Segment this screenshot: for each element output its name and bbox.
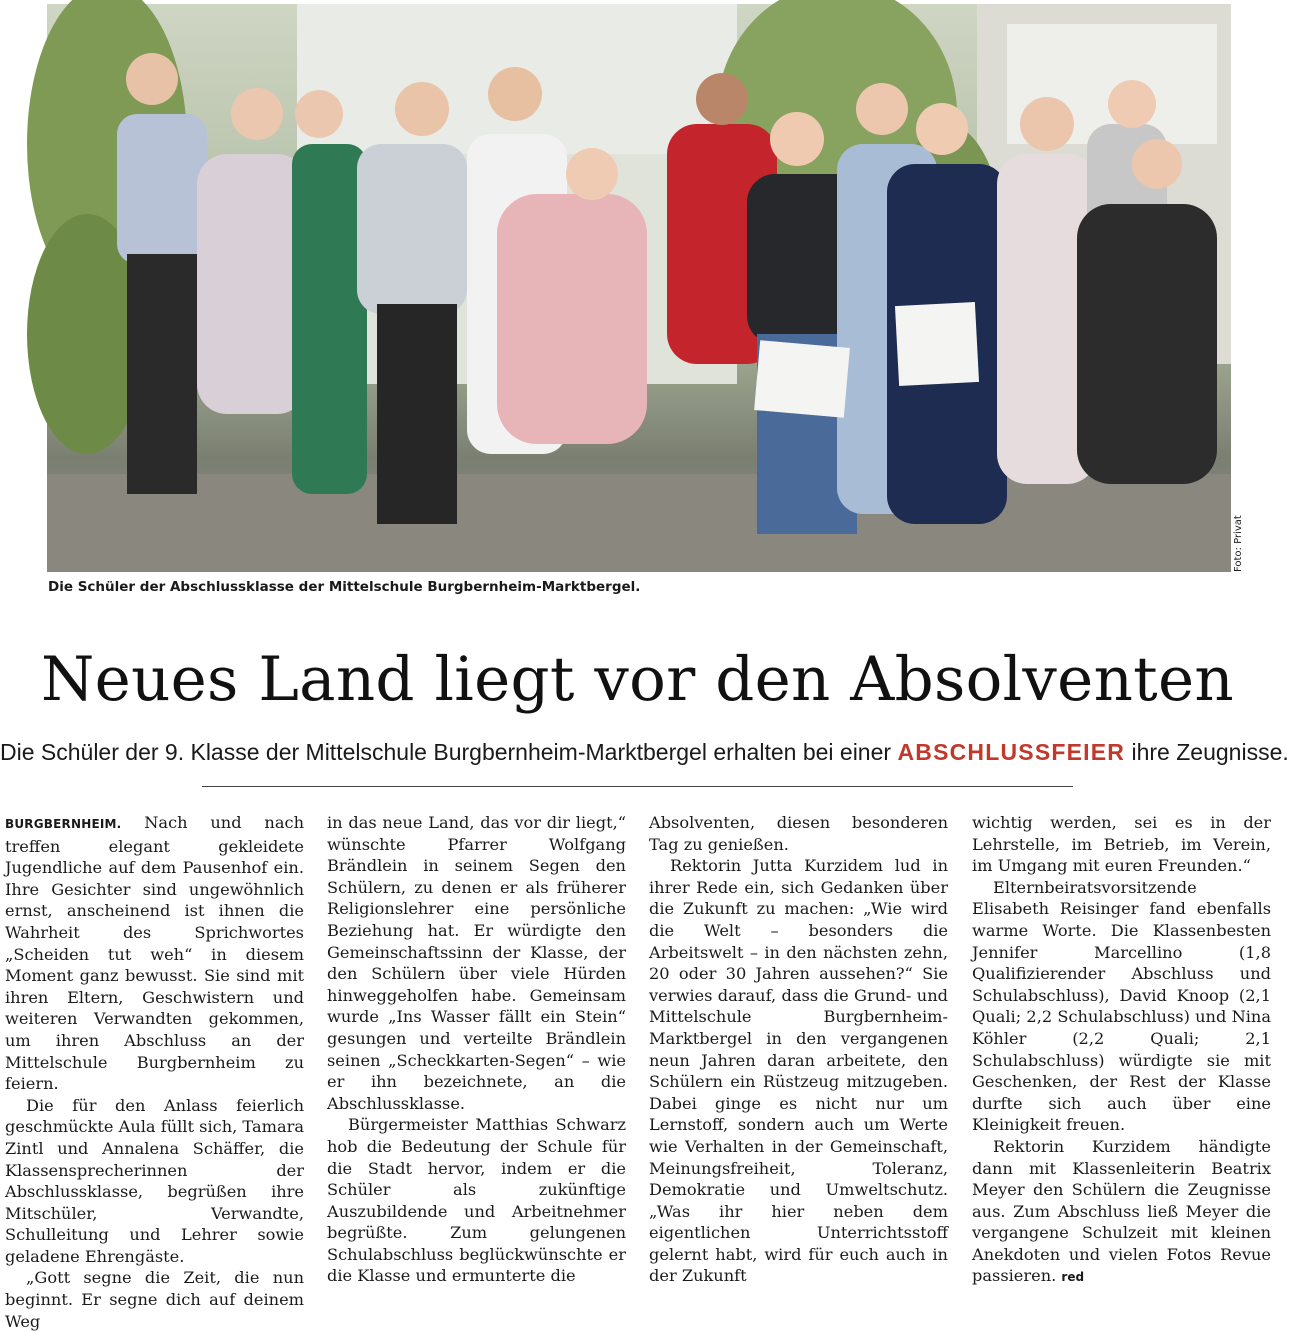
- group-photo: [47, 4, 1231, 572]
- subline: [0, 737, 1289, 767]
- photo-caption: Die Schüler der Abschlussklasse der Mittelschule Burgbernheim-Marktbergel.: [48, 579, 641, 595]
- group-photo-illustration: [47, 4, 1231, 572]
- paragraph-text: Nach und nach treffen elegant gekleidete Jugendliche auf dem Pausenhof ein. Ihre Gesichter sind ungewöhnlich ernst, anscheinend ist ihnen die Wahrheit des Sprichwortes „Scheiden tut weh“ in diesem Moment ganz bewusst. Sie sind mit ihren Eltern, Geschwistern und weiteren Verwandten gekommen, um ihren Abschluss an der Mittelschule Burgbernheim zu feiern.: [5, 813, 304, 1094]
- article-paragraph: „Gott segne die Zeit, die nun beginnt. Er segne dich auf deinem Weg: [5, 1268, 304, 1331]
- headline-divider: [202, 786, 1073, 787]
- article-paragraph: Die für den Anlass feierlich geschmückte Aula füllt sich, Tamara Zintl und Annalena Schäffer, die Klassensprecherinnen der Abschlussklasse, begrüßen ihre Mitschüler, Verwandte, Schulleitung und Lehrer sowie geladene Ehrengäste.: [5, 1095, 304, 1266]
- paragraph-text: Rektorin Kurzidem händigte dann mit Klassenleiterin Beatrix Meyer den Schülern die Zeugnisse aus. Zum Abschluss ließ Meyer die vergangene Schulzeit mit kleinen Anekdoten und vielen Fotos Revue passieren.: [972, 1136, 1271, 1286]
- article-paragraph: Rektorin Jutta Kurzidem lud in ihrer Rede ein, sich Gedanken über die Zukunft zu machen: „Wie wird die Welt – besonders die Arbeitswelt – in den nächsten zehn, 20 oder 30 Jahren aussehen?“ Sie verwies darauf, dass die Grund- und Mittelschule Burgbernheim-Marktbergel in den vergangenen neun Jahren daran arbeitete, den Schülern ein Rüstzeug mitzugeben. Dabei ginge es nicht nur um Lernstoff, sondern auch um Werte wie Verhalten in der Gemeinschaft, Meinungsfreiheit, Toleranz, Demokratie und Umweltschutz. „Was ihr hier neben dem eigentlichen Unterrichtsstoff gelernt habt, wird für euch auch in der Zukunft: [649, 856, 948, 1286]
- floor: [47, 474, 1231, 572]
- article-paragraph: in das neue Land, das vor dir liegt,“ wünschte Pfarrer Wolfgang Brändlein in seinem Segen den Schülern, zu denen er als früherer Religionslehrer eine persönliche Beziehung hat. Er würdigte den Gemeinschaftssinn der Klasse, der den Schülern über viele Hürden hinweggeholfen habe. Gemeinsam wurde „Ins Wasser fällt ein Stein“ gesungen und verteilte Brändlein seinen „Scheckkarten-Segen“ – wie er ihn bezeichnete, an die Abschlussklasse.: [327, 813, 626, 1113]
- article-paragraph: Elternbeiratsvorsitzende Elisabeth Reisinger fand ebenfalls warme Worte. Die Klassenbesten Jennifer Marcellino (1,8 Qualifizierender Abschluss und Schulabschluss), David Knoop (2,1 Quali; 2,2 Schulabschluss) und Nina Köhler (2,2 Quali; 2,1 Schulabschluss) würdigte sie mit Geschenken, der Rest der Klasse durfte sich auch über eine Kleinigkeit freuen.: [972, 877, 1271, 1135]
- certificate: [895, 302, 979, 386]
- article-column-2: [327, 812, 626, 1286]
- dateline: BURGBERNHEIM.: [5, 817, 122, 831]
- article-paragraph: wichtig werden, sei es in der Lehrstelle, im Betrieb, im Verein, im Umgang mit euren Freunden.“: [972, 813, 1271, 876]
- author-signoff: red: [1061, 1270, 1085, 1285]
- headline: Neues Land liegt vor den Absolventen: [41, 644, 1234, 715]
- article-paragraph: [972, 1136, 1271, 1289]
- subline-text-before: Die Schüler der 9. Klasse der Mittelschule Burgbernheim-Marktbergel erhalten bei einer: [0, 739, 898, 765]
- article-column-1: [5, 812, 304, 1331]
- article-paragraph: [5, 812, 304, 1095]
- subline-kicker: ABSCHLUSSFEIER: [897, 739, 1126, 765]
- article-paragraph: Absolventen, diesen besonderen Tag zu genießen.: [649, 813, 948, 854]
- certificate: [754, 340, 850, 418]
- article-paragraph: Bürgermeister Matthias Schwarz hob die Bedeutung der Schule für die Stadt hervor, indem er die Schüler als zukünftige Auszubildende und Arbeitnehmer begrüßte. Zum gelungenen Schulabschluss beglückwünschte er die Klasse und ermunterte die: [327, 1115, 626, 1286]
- photo-credit: Foto: Privat: [1233, 515, 1244, 572]
- article-column-4: [972, 812, 1271, 1286]
- subline-text-after: ihre Zeugnisse.: [1125, 739, 1289, 765]
- article-column-3: [649, 812, 948, 1286]
